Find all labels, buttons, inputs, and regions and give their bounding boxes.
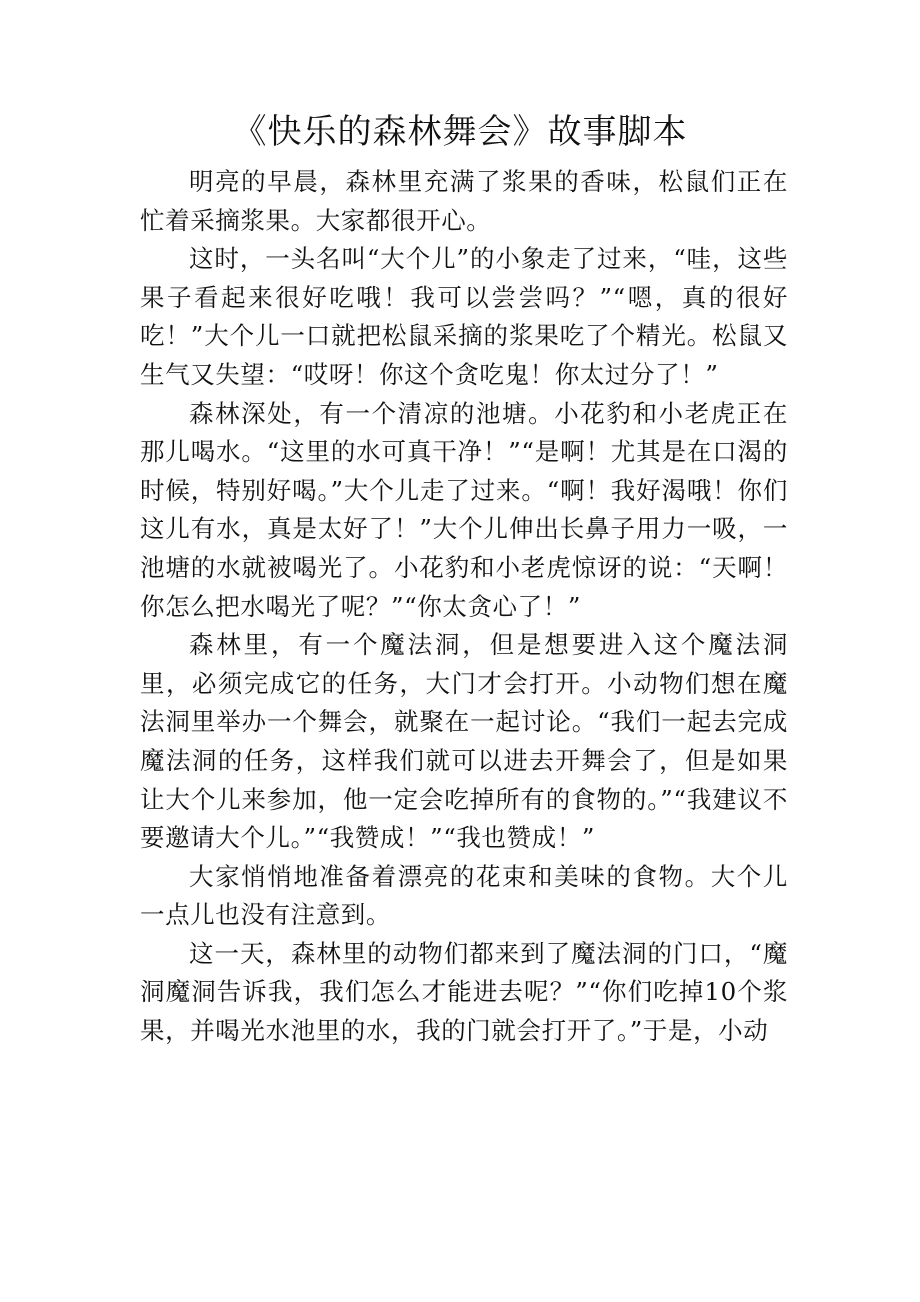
document-title: 《快乐的森林舞会》故事脚本 xyxy=(232,112,688,152)
document-body xyxy=(140,163,788,1051)
paragraph-5: 大家悄悄地准备着漂亮的花束和美味的食物。大个儿一点儿也没有注意到。 xyxy=(140,861,788,930)
paragraph-2: 这时，一头名叫“大个儿”的小象走了过来，“哇，这些果子看起来很好吃哦！我可以尝尝吗？”“嗯，真的很好吃！”大个儿一口就把松鼠采摘的浆果吃了个精光。松鼠又生气又失望：“哎呀！你这个贪吃鬼！你太过分了！” xyxy=(140,244,788,389)
paragraph-1: 明亮的早晨，森林里充满了浆果的香味，松鼠们正在忙着采摘浆果。大家都很开心。 xyxy=(140,167,788,235)
paragraph-6: 这一天，森林里的动物们都来到了魔法洞的门口，“魔洞魔洞告诉我，我们怎么才能进去呢？”“你们吃掉10个浆果，并喝光水池里的水，我的门就会打开了。”于是，小动 xyxy=(140,938,788,1046)
paragraph-3: 森林深处，有一个清凉的池塘。小花豹和小老虎正在那儿喝水。“这里的水可真干净！”“是啊！尤其是在口渴的时候，特别好喝。”大个儿走了过来。“啊！我好渴哦！你们这儿有水，真是太好了！”大个儿伸出长鼻子用力一吸，一池塘的水就被喝光了。小花豹和小老虎惊讶的说：“天啊！你怎么把水喝光了呢？”“你太贪心了！” xyxy=(140,398,788,621)
paragraph-4: 森林里，有一个魔法洞，但是想要进入这个魔法洞里，必须完成它的任务，大门才会打开。小动物们想在魔法洞里举办一个舞会，就聚在一起讨论。“我们一起去完成魔法洞的任务，这样我们就可以进去开舞会了，但是如果让大个儿来参加，他一定会吃掉所有的食物的。”“我建议不要邀请大个儿。”“我赞成！”“我也赞成！” xyxy=(140,630,788,853)
